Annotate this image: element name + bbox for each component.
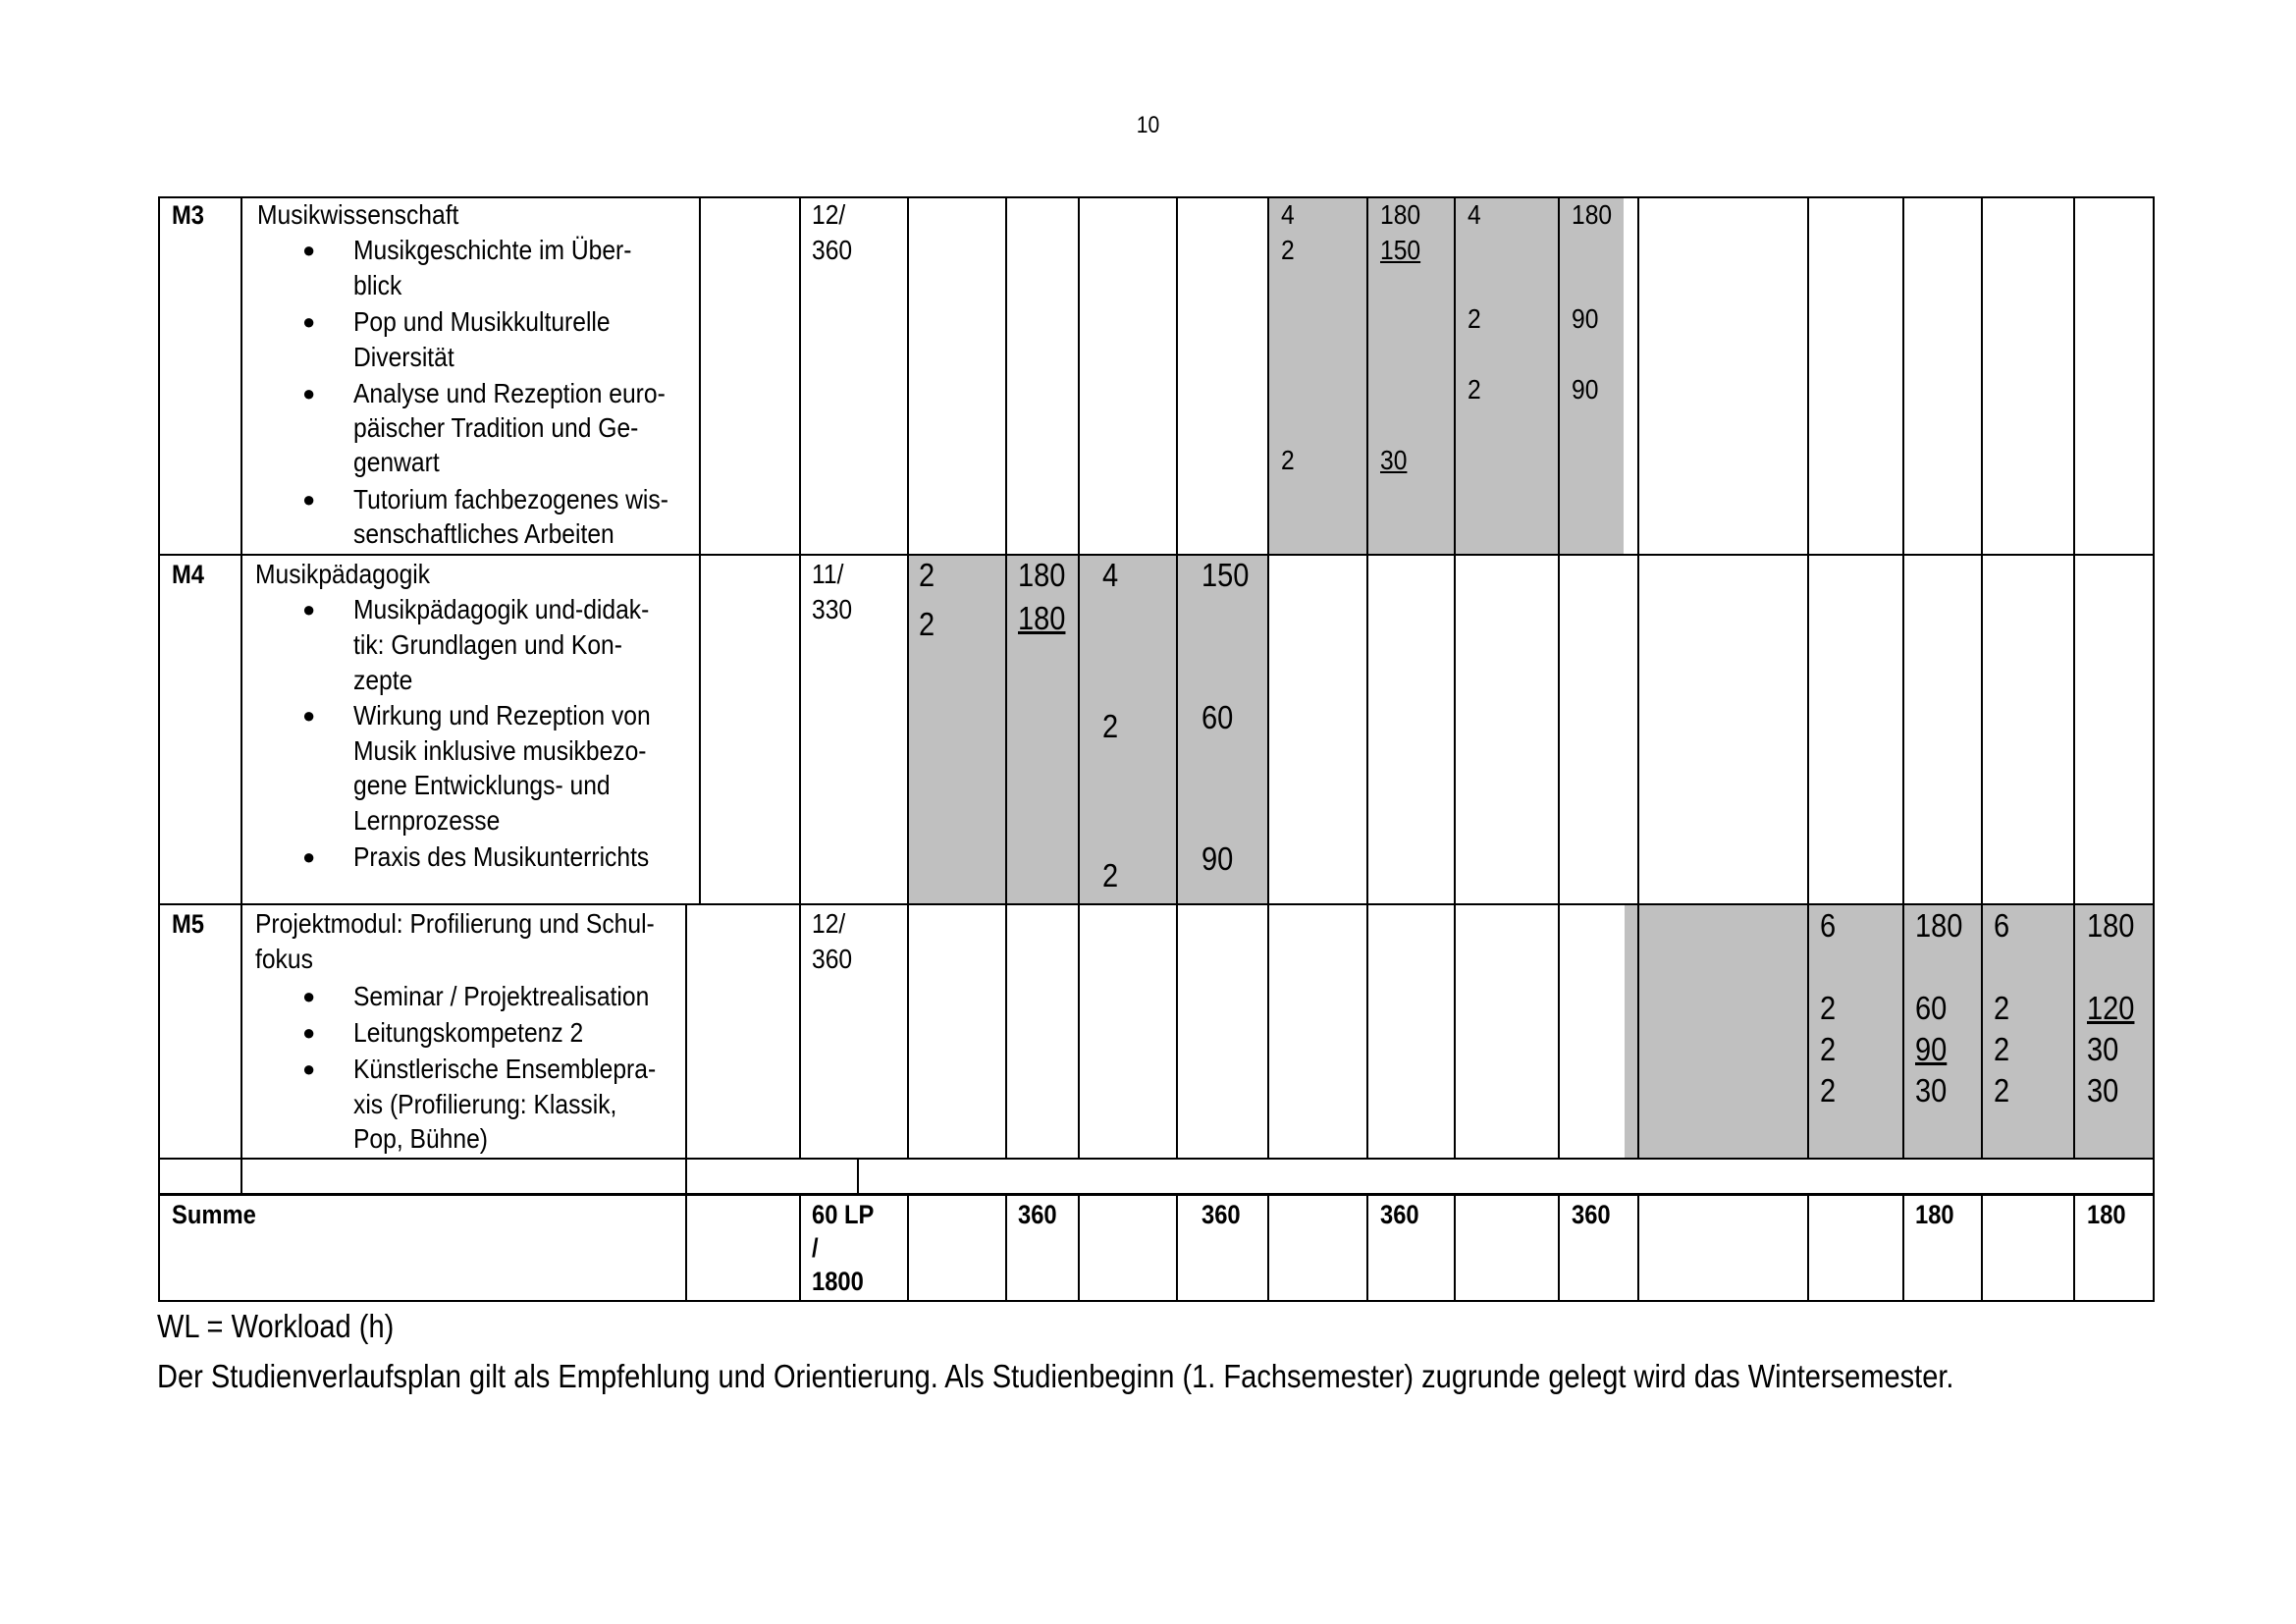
wl-value: 30 [2087,1031,2119,1067]
list-item-line: Musikpädagogik und-didak- [353,594,650,624]
lp-value: 12/ [812,908,846,939]
list-item-line: tik: Grundlagen und Kon- [353,629,622,660]
wl-value: 30 [2087,1072,2119,1109]
bullet-icon: ● [302,238,316,262]
list-item-line: zepte [353,665,413,695]
list-item-line: genwart [353,447,440,477]
sws-value: 2 [1820,1031,1837,1067]
bullet-icon: ● [302,844,316,869]
list-item-line: senschaftliches Arbeiten [353,518,614,549]
wl-value: 90 [1572,303,1599,334]
col-divider-s5-sws-summe [1637,1194,1639,1302]
col-divider-title-lower [685,904,687,1302]
col-divider-s6-wl [1981,196,1983,1159]
bullet-icon: ● [302,1020,316,1045]
col-divider-s1-sws [907,196,909,1159]
row-divider-m4-m5 [158,903,2155,905]
sws-value: 2 [1994,990,2010,1026]
sws-value: 4 [1281,199,1295,230]
sws-value: 2 [1820,990,1837,1026]
module-title: Projektmodul: Profilierung und Schul- [255,908,655,939]
col-divider-s3-sws [1267,196,1269,1159]
lp-value: 360 [812,944,853,974]
sws-value: 4 [1468,199,1481,230]
wl-value: 180 [2087,907,2135,944]
wl-value: 90 [1572,374,1599,405]
col-divider-s3-wl-summe [1366,1194,1368,1302]
col-divider-s1-wl-summe [1005,1194,1007,1302]
module-title: fokus [255,944,313,974]
col-divider-s5-sws [1637,196,1639,1159]
col-divider-s3-wl [1366,196,1368,1159]
module-title: Musikpädagogik [255,559,431,589]
lp-value: 11/ [812,559,844,589]
col-divider-s2-wl [1176,196,1178,1159]
list-item-line: gene Entwicklungs- und [353,770,611,800]
list-item-line: Leitungskompetenz 2 [353,1017,584,1048]
wl-value: 180 [1572,199,1613,230]
list-item-line: Musikgeschichte im Über- [353,235,632,265]
list-item-line: Seminar / Projektrealisation [353,981,650,1011]
col-divider-s5-wl [1807,196,1809,1159]
wl-value: 180 [1380,199,1421,230]
list-item-line: Wirkung und Rezeption von [353,700,651,731]
sws-value: 2 [1102,708,1119,744]
study-plan-table [158,196,2155,1301]
col-divider-module [240,196,242,1195]
summe-wl: 360 [1572,1200,1611,1229]
wl-value: 180 [1018,600,1066,636]
summe-wl: 180 [1915,1200,1954,1229]
summe-wl: 360 [1018,1200,1057,1229]
table-border-right [2153,196,2155,1302]
lp-value: 330 [812,594,853,624]
sws-value: 2 [1994,1031,2010,1067]
summe-label: Summe [172,1200,256,1229]
summe-lp: 60 LP [812,1200,875,1229]
module-title: Musikwissenschaft [257,199,459,230]
col-divider-s6-sws-summe [1902,1194,1904,1302]
row-divider-m5-spacer [158,1158,2155,1160]
col-divider-s4-sws-summe [1454,1194,1456,1302]
wl-value: 150 [1380,235,1421,265]
workload-legend: WL = Workload (h) [157,1308,395,1344]
wl-value: 30 [1915,1072,1948,1109]
sws-value: 2 [1820,1072,1837,1109]
sws-value: 6 [1820,907,1837,944]
list-item-line: päischer Tradition und Ge- [353,412,639,443]
wl-value: 90 [1201,840,1234,877]
col-divider-s4-wl [1558,196,1560,1159]
wl-value: 120 [2087,990,2135,1026]
bullet-icon: ● [302,1056,316,1081]
summe-wl: 360 [1201,1200,1241,1229]
wl-value: 60 [1915,990,1948,1026]
col-divider-s2-sws [1078,196,1080,1159]
list-item-line: xis (Profilierung: Klassik, [353,1089,617,1119]
summe-wl: 360 [1380,1200,1419,1229]
list-item-line: Lernprozesse [353,805,501,836]
table-border-left [158,196,160,1302]
bullet-icon: ● [302,487,316,512]
row-divider-m3-m4 [158,554,2155,556]
col-divider-s1-wl [1005,196,1007,1159]
sws-value: 2 [1468,303,1481,334]
col-divider-last [2073,196,2075,1159]
col-divider-s6-sws [1902,196,1904,1159]
wl-value: 180 [1018,557,1066,593]
bullet-icon: ● [302,703,316,728]
bullet-icon: ● [302,597,316,622]
col-divider-lp [799,196,801,1159]
bullet-icon: ● [302,381,316,406]
list-item-line: Musik inklusive musikbezo- [353,735,647,766]
list-item-line: Diversität [353,342,454,372]
sws-value: 2 [1281,235,1295,265]
row-divider-summe [158,1193,2155,1196]
sws-value: 4 [1102,557,1119,593]
sws-value: 2 [1102,857,1119,893]
page-number: 10 [1136,112,1160,138]
col-divider-s2-wl-summe [1176,1194,1178,1302]
col-divider-s5-wl-summe [1807,1194,1809,1302]
col-divider-last-summe [2073,1194,2075,1302]
table-border-bottom [158,1300,2155,1302]
study-plan-note: Der Studienverlaufsplan gilt als Empfehlung und Orientierung. Als Studienbeginn (1. Fachsemester) zugrunde gelegt wird das Wintersemester. [157,1358,1954,1394]
lp-value: 12/ [812,199,846,230]
sws-value: 6 [1994,907,2010,944]
list-item-line: Praxis des Musikunterrichts [353,841,650,872]
sws-value: 2 [1994,1072,2010,1109]
col-divider-s1-sws-summe [907,1194,909,1302]
wl-value: 150 [1201,557,1250,593]
bullet-icon: ● [302,984,316,1008]
wl-value: 60 [1201,699,1234,735]
sws-value: 2 [919,557,935,593]
col-divider-spacer-short [857,1159,859,1194]
summe-wl: 180 [2087,1200,2126,1229]
list-item-line: Tutorium fachbezogenes wis- [353,484,668,514]
list-item-line: Pop und Musikkulturelle [353,306,611,337]
module-id: M5 [172,909,205,939]
col-divider-s3-sws-summe [1267,1194,1269,1302]
module-id: M4 [172,560,205,589]
module-id: M3 [172,200,205,230]
list-item-line: Künstlerische Ensemblepra- [353,1054,657,1084]
col-divider-s4-sws [1454,196,1456,1159]
wl-value: 30 [1380,445,1408,475]
sws-value: 2 [919,606,935,642]
sws-value: 2 [1468,374,1481,405]
list-item-line: blick [353,270,402,300]
summe-lp: 1800 [812,1267,864,1296]
wl-value: 90 [1915,1031,1948,1067]
summe-lp: / [812,1233,819,1263]
col-divider-s2-sws-summe [1078,1194,1080,1302]
bullet-icon: ● [302,309,316,334]
col-divider-lp-summe [799,1194,801,1302]
lp-value: 360 [812,235,853,265]
col-divider-title-upper [699,196,701,904]
list-item-line: Pop, Bühne) [353,1123,488,1154]
list-item-line: Analyse und Rezeption euro- [353,378,666,408]
sws-value: 2 [1281,445,1295,475]
col-divider-s4-wl-summe [1558,1194,1560,1302]
wl-value: 180 [1915,907,1963,944]
col-divider-s6-wl-summe [1981,1194,1983,1302]
